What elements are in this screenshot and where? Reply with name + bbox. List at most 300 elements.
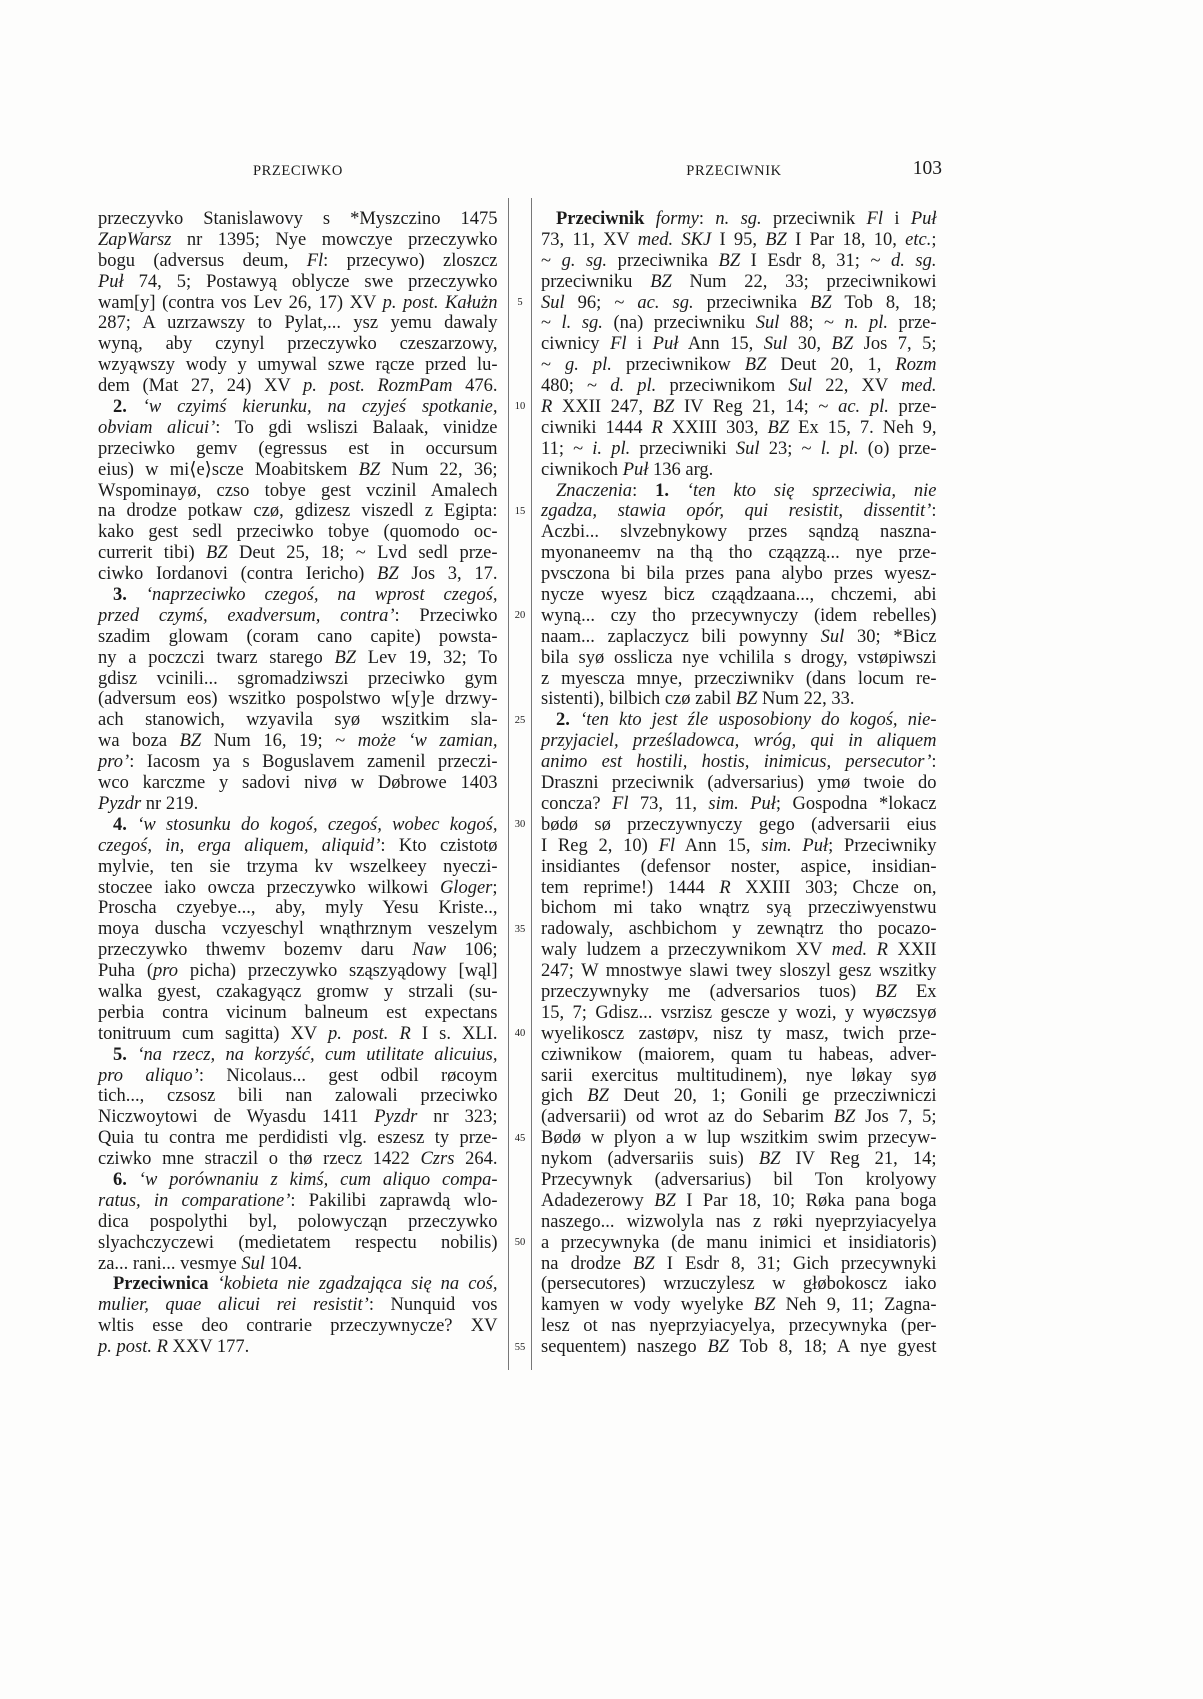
dictionary-line: [98, 397, 498, 418]
line-text: [98, 439, 498, 459]
roman-text: ~: [541, 313, 562, 334]
dictionary-line: [541, 293, 937, 314]
dictionary-line: [98, 794, 498, 815]
roman-text: I Esdr 8, 31; ~: [740, 250, 891, 271]
line-text: [113, 585, 498, 605]
dictionary-line: [98, 1170, 498, 1191]
roman-text: XXV 177.: [167, 1337, 250, 1358]
roman-text: wltis esse deo contrarie przeczywnycze? XV: [98, 1316, 498, 1337]
roman-text: ;: [931, 229, 937, 250]
line-text: [541, 543, 937, 563]
line-text: [541, 522, 937, 542]
roman-text: sistenti), bilbich czø zabil: [541, 689, 736, 710]
roman-text: 136 arg.: [648, 459, 714, 480]
roman-text: currerit tibi): [98, 543, 206, 564]
roman-text: (adversum eos) wszitko pospolstwo w[y]e drzwy-: [98, 689, 498, 710]
dictionary-line: [541, 439, 937, 460]
dictionary-line: [98, 1128, 498, 1149]
italic-text: BZ: [206, 543, 228, 564]
roman-text: przeciwniku: [541, 271, 651, 292]
dictionary-line: [541, 606, 937, 627]
italic-text: Gloger: [439, 877, 493, 898]
dictionary-line: [541, 1254, 937, 1275]
line-text: [98, 1295, 498, 1315]
italic-text: BZ: [735, 689, 758, 710]
right-column: [541, 209, 937, 1358]
line-number: 5: [517, 296, 523, 308]
italic-text: BZ: [753, 1295, 776, 1316]
dictionary-line: [98, 1295, 498, 1316]
italic-text: ‘ten kto jest źle usposobiony do kogoś, nie-: [580, 710, 937, 731]
line-text: [541, 689, 854, 709]
roman-text: Tob 8, 18;: [831, 292, 937, 313]
line-text: [541, 982, 937, 1002]
roman-text: Adadezerowy: [541, 1190, 655, 1211]
roman-text: insidiantes (defensor noster, aspice, insidian-: [541, 856, 937, 877]
line-text: [541, 1254, 937, 1274]
roman-text: Ex 15, 7. Neh 9,: [789, 417, 937, 438]
italic-text: R: [541, 397, 553, 418]
dictionary-line: [98, 1003, 498, 1024]
italic-text: Sul: [241, 1253, 265, 1274]
dictionary-line: [541, 230, 937, 251]
dictionary-line: [98, 898, 498, 919]
italic-text: BZ: [744, 355, 767, 376]
italic-text: BZ: [758, 1149, 781, 1170]
running-head-left: PRZECIWKO: [253, 163, 343, 179]
italic-text: czegoś, in, erga aliquem, aliquid’: [98, 835, 381, 856]
roman-text: ciwnikoch: [541, 459, 623, 480]
dictionary-line: [541, 919, 937, 940]
line-text: [98, 919, 498, 939]
roman-text: Puha (: [98, 961, 153, 982]
dictionary-line: [98, 1024, 498, 1045]
line-text: [541, 857, 937, 877]
italic-text: mulier, quae alicui rei resistit’: [98, 1295, 369, 1316]
roman-text: Ann 15,: [678, 334, 764, 355]
italic-text: BZ: [810, 292, 832, 313]
dictionary-line: [98, 481, 498, 502]
roman-text: Num 16, 19; ~: [201, 731, 358, 752]
line-number: 40: [514, 1028, 526, 1040]
dictionary-line: [98, 1254, 498, 1275]
roman-text: ny a poczczi twarz starego: [98, 647, 335, 668]
italic-text: sim. Puł: [761, 835, 829, 856]
line-number: 20: [514, 610, 526, 622]
dictionary-line: [98, 731, 498, 752]
roman-text: Num 22, 33; przeciwnikowi: [671, 271, 937, 292]
italic-text: Fl: [866, 209, 883, 229]
roman-text: : Nunquid vos: [368, 1295, 498, 1316]
italic-text: Puł: [622, 459, 649, 480]
line-text: [541, 1003, 937, 1023]
dictionary-line: [541, 710, 937, 731]
roman-text: concza?: [541, 793, 613, 814]
roman-text: kako gest sedl przeciwko tobye (quomodo oc-: [98, 522, 498, 543]
roman-text: przeciwnik: [761, 209, 867, 229]
italic-text: l. sg.: [561, 313, 603, 334]
italic-text: ‘w stosunku do kogoś, czegoś, wobec kogoś,: [137, 814, 498, 835]
roman-text: Aczbi... slvzebnykowy przes sąndzą naszna-: [541, 522, 937, 543]
roman-text: prze-: [888, 313, 937, 334]
line-text: [98, 898, 498, 918]
roman-text: tonitruum cum sagitta) XV: [98, 1023, 328, 1044]
roman-text: za... rani... vesmye: [98, 1253, 242, 1274]
dictionary-line: [98, 836, 498, 857]
line-text: [98, 773, 498, 793]
italic-text: med. SKJ: [637, 229, 712, 250]
line-text: [113, 397, 498, 417]
dictionary-line: [541, 898, 937, 919]
roman-text: :: [931, 501, 937, 522]
italic-text: BZ: [652, 397, 675, 418]
dictionary-line: [541, 878, 937, 899]
left-column: [98, 209, 498, 1358]
dictionary-line: [541, 564, 937, 585]
roman-text: 30; *Bicz: [844, 626, 937, 647]
line-text: [98, 1086, 498, 1106]
roman-text: : Kto czistotø: [380, 835, 498, 856]
dictionary-line: [541, 1128, 937, 1149]
dictionary-line: [541, 334, 937, 355]
line-text: [541, 752, 937, 772]
italic-text: n. sg.: [715, 209, 762, 229]
line-text: [556, 710, 937, 730]
roman-text: :: [698, 209, 716, 229]
line-text: [98, 1128, 498, 1148]
roman-text: przeciwnikow: [611, 355, 745, 376]
dictionary-line: [541, 1191, 937, 1212]
roman-text: 476.: [452, 376, 498, 397]
line-text: [113, 1045, 498, 1065]
italic-text: ‘kobieta nie zgadzająca się na coś,: [217, 1274, 498, 1295]
line-text: [541, 313, 937, 333]
dictionary-line: [541, 481, 937, 502]
roman-text: tich..., czsosz bili nan zalowali przeciwko: [98, 1086, 498, 1107]
dictionary-line: [541, 940, 937, 961]
dictionary-line: [98, 272, 498, 293]
italic-text: BZ: [767, 417, 790, 438]
dictionary-line: [541, 815, 937, 836]
roman-text: XXIII 303,: [662, 417, 768, 438]
roman-text: : Pakilibi zaprawdą wlo-: [290, 1190, 498, 1211]
roman-text: 73, 11, XV: [541, 229, 638, 250]
line-text: [98, 1316, 498, 1336]
line-text: [98, 522, 498, 542]
line-text: [541, 293, 936, 313]
roman-text: walka gyest, czakagyącz gromw y strzali (su-: [98, 981, 498, 1002]
italic-text: Sul: [755, 313, 780, 334]
roman-text: waly ludzem a przeczywnikom XV: [541, 940, 832, 961]
dictionary-line: [541, 1003, 937, 1024]
line-text: [98, 689, 498, 709]
roman-text: eius) w mi⟨e⟩scze Moabitskem: [98, 459, 359, 480]
italic-text: l. pl.: [820, 438, 859, 459]
italic-text: Sul: [788, 376, 813, 397]
italic-text: ZapWarsz: [98, 229, 172, 250]
dictionary-line: [98, 940, 498, 961]
dictionary-line: [541, 689, 937, 710]
roman-text: 264.: [454, 1149, 498, 1170]
line-text: [541, 773, 937, 793]
dictionary-line: [98, 919, 498, 940]
dictionary-line: [541, 355, 937, 376]
italic-text: Znaczenia: [556, 480, 633, 501]
roman-text: wyelikoscz zastøpv, nisz ty masz, twich prze-: [541, 1023, 937, 1044]
dictionary-line: [98, 585, 498, 606]
line-text: [98, 794, 198, 814]
roman-text: przeczywnyky me (adversarios tuos): [541, 981, 876, 1002]
dictionary-line: [541, 773, 937, 794]
roman-text: Jos 7, 5;: [855, 1107, 937, 1128]
roman-text: 247; W mnostwye slawi twey sloszyl gesz wszitky: [541, 961, 937, 982]
dictionary-line: [98, 251, 498, 272]
line-text: [541, 606, 937, 626]
italic-text: ratus, in comparatione’: [98, 1190, 291, 1211]
dictionary-line: [98, 439, 498, 460]
line-text: [98, 627, 498, 647]
italic-text: zgadza, stawia opór, qui resistit, dissentit’: [541, 501, 932, 522]
dictionary-line: [541, 1233, 937, 1254]
roman-text: I 95,: [711, 229, 766, 250]
dictionary-line: [541, 1107, 937, 1128]
dictionary-line: [541, 1316, 937, 1337]
dictionary-line: [98, 857, 498, 878]
dictionary-line: [541, 794, 937, 815]
line-text: [541, 627, 937, 647]
roman-text: gdisz vcinili... sgromadziwszi przeciwko gym: [98, 668, 498, 689]
italic-text: animo est hostili, hostis, inimicus, persecutor’: [541, 752, 932, 773]
dictionary-line: [98, 982, 498, 1003]
line-text: [98, 1212, 498, 1232]
italic-text: BZ: [765, 229, 787, 250]
italic-text: BZ: [334, 647, 357, 668]
line-text: [541, 501, 937, 521]
line-text: [541, 1295, 937, 1315]
italic-text: Fl: [306, 250, 324, 271]
roman-text: ciwnicy: [541, 334, 611, 355]
roman-text: Jos 7, 5;: [853, 334, 937, 355]
roman-text: wyną... czy tho przecywnyczy (idem rebelles): [541, 605, 937, 626]
roman-text: 30,: [787, 334, 832, 355]
line-text: [113, 815, 498, 835]
line-text: [541, 460, 713, 480]
line-text: [541, 1149, 937, 1169]
italic-text: BZ: [707, 1337, 730, 1358]
italic-text: formy: [655, 209, 699, 229]
dictionary-line: [541, 1337, 937, 1358]
roman-text: mylvie, ten sie trzyma kv wszelkeey nyeczi-: [98, 856, 498, 877]
dictionary-line: [541, 1066, 937, 1087]
roman-text: ; Gospodna *lokacz: [775, 793, 937, 814]
roman-text: Quia tu contra me perdidisti vlg. eszesz ty prze-: [98, 1128, 498, 1149]
dictionary-line: [98, 648, 498, 669]
line-text: [98, 334, 498, 354]
line-text: [541, 648, 937, 668]
roman-text: : Iacosm ya s Boguslavem zamenil przeczi-: [129, 752, 498, 773]
italic-text: BZ: [587, 1086, 609, 1107]
roman-text: perbia contra vicinum balneum est expectans: [98, 1002, 498, 1023]
roman-text: I Par 18, 10; Røka pana boga: [675, 1190, 937, 1211]
roman-text: bichom mi tako wnątrz syą przecziwyenstwu: [541, 898, 937, 919]
line-text: [541, 1191, 937, 1211]
roman-text: Ex: [896, 981, 937, 1002]
roman-text: na drodze: [541, 1253, 634, 1274]
line-text: [98, 648, 498, 668]
italic-text: Pyzdr: [374, 1107, 418, 1128]
italic-text: Sul: [763, 334, 788, 355]
dictionary-line: [98, 334, 498, 355]
roman-text: slyachczyczewi (medietatem respectu nobilis): [98, 1232, 498, 1253]
roman-text: Deut 25, 18; ~ Lvd sedl prze-: [227, 543, 498, 564]
roman-text: stoczee iako owcza przeczywko wilkowi: [98, 877, 440, 898]
dictionary-line: [541, 1086, 937, 1107]
italic-text: ‘ten kto się sprzeciwia, nie: [686, 480, 937, 501]
line-text: [113, 1170, 498, 1190]
line-text: [541, 439, 937, 459]
roman-text: naam... zaplaczycz bili powynny: [541, 626, 821, 647]
dictionary-line: [98, 1337, 498, 1358]
roman-text: Num 22, 36;: [380, 459, 498, 480]
line-text: [541, 564, 937, 584]
roman-text: Przecywnyk (adversarius) bil Ton krolyowy: [541, 1169, 937, 1190]
line-text: [98, 1233, 498, 1253]
dictionary-line: [98, 418, 498, 439]
line-text: [556, 481, 937, 501]
italic-text: Sul: [541, 292, 565, 313]
italic-text: obviam alicui’: [98, 417, 216, 438]
dictionary-line: [98, 689, 498, 710]
dictionary-line: [98, 710, 498, 731]
roman-text: wa boza: [98, 731, 180, 752]
line-text: [98, 752, 498, 772]
roman-text: Wspominayø, czso tobye gest vczinil Amalech: [98, 480, 498, 501]
dictionary-line: [541, 1149, 937, 1170]
bold-text: 3.: [113, 585, 146, 606]
italic-text: ac. pl.: [838, 397, 889, 418]
roman-text: bila syø osslicza nye vchilila s drogy, vstøpiwszi: [541, 647, 937, 668]
dictionary-line: [98, 501, 498, 522]
dictionary-line: [98, 293, 498, 314]
italic-text: BZ: [650, 271, 672, 292]
roman-text: ~: [541, 355, 566, 376]
italic-text: pro: [152, 961, 178, 982]
line-text: [98, 460, 498, 480]
roman-text: I Reg 2, 10): [541, 835, 659, 856]
line-number: 15: [514, 505, 526, 517]
line-number: 35: [514, 923, 526, 935]
line-text: [541, 230, 937, 250]
line-text: [541, 585, 937, 605]
line-text: [541, 376, 937, 396]
italic-text: BZ: [633, 1253, 655, 1274]
roman-text: XXII: [887, 940, 937, 961]
column-rule-right: [531, 198, 532, 1370]
line-text: [98, 1066, 498, 1086]
roman-text: 104.: [264, 1253, 302, 1274]
italic-text: przyjaciel, prześladowca, wróg, qui in aliquem: [541, 731, 937, 752]
roman-text: Proscha czyebye..., aby, myly Yesu Kriste..,: [98, 898, 498, 919]
italic-text: Rozm: [895, 355, 937, 376]
roman-text: ; Przeciwniky: [828, 835, 937, 856]
italic-text: BZ: [875, 981, 897, 1002]
roman-text: cziwko mne straczil o thø rzecz 1422: [98, 1149, 421, 1170]
dictionary-line: [541, 648, 937, 669]
dictionary-line: [98, 376, 498, 397]
line-text: [541, 355, 937, 375]
roman-text: picha) przeczywko sząszyądowy [wąl]: [178, 961, 498, 982]
line-text: [541, 794, 937, 814]
roman-text: :: [931, 752, 937, 773]
line-text: [541, 1128, 937, 1148]
roman-text: nr 219.: [141, 793, 199, 814]
dictionary-line: [98, 1066, 498, 1087]
italic-text: d. pl.: [610, 376, 657, 397]
italic-text: pro aliquo’: [98, 1065, 199, 1086]
italic-text: ‘w czyimś kierunku, na czyjeś spotkanie,: [142, 397, 498, 418]
italic-text: BZ: [831, 334, 854, 355]
roman-text: naszego... wizwolyla nas z røki nyeprzyiacyelya: [541, 1211, 937, 1232]
line-number: 45: [514, 1132, 526, 1144]
italic-text: pro’: [98, 752, 130, 773]
roman-text: przeczywko thwemv bozemv daru: [98, 940, 413, 961]
roman-text: : Nicolaus... gest odbil røcoym: [198, 1065, 498, 1086]
roman-text: kamyen w vody wyelyke: [541, 1295, 754, 1316]
bold-text: 2.: [113, 397, 143, 418]
roman-text: bogu (adversus deum,: [98, 250, 307, 271]
roman-text: [644, 209, 655, 229]
roman-text: I Esdr 8, 31; Gich przecywnyki: [654, 1253, 937, 1274]
roman-text: szadim glowam (coram cano capite) powsta-: [98, 626, 498, 647]
roman-text: moya duscha vczyeschyl wnąthrznym veszelym: [98, 919, 498, 940]
line-text: [541, 251, 937, 271]
italic-text: Puł: [652, 334, 679, 355]
roman-text: Neh 9, 11; Zagna-: [775, 1295, 937, 1316]
dictionary-line: [98, 313, 498, 334]
italic-text: Puł: [910, 209, 937, 229]
roman-text: I Par 18, 10,: [786, 229, 906, 250]
line-number: 55: [514, 1341, 526, 1353]
roman-text: ~: [541, 250, 562, 271]
italic-text: g. pl.: [565, 355, 612, 376]
dictionary-line: [98, 460, 498, 481]
dictionary-line: [541, 1170, 937, 1191]
line-text: [541, 878, 937, 898]
line-text: [98, 606, 498, 626]
line-text: [98, 710, 498, 730]
line-text: [98, 836, 498, 856]
dictionary-line: [98, 355, 498, 376]
roman-text: a przecywnyka (de manu inimici et insidiatoris): [541, 1232, 937, 1253]
roman-text: Niczwoytowi de Wyasdu 1411: [98, 1107, 375, 1128]
roman-text: (o) prze-: [858, 438, 937, 459]
line-text: [98, 564, 498, 584]
dictionary-line: [541, 752, 937, 773]
line-text: [98, 669, 498, 689]
line-text: [98, 293, 497, 313]
roman-text: ciwniki 1444: [541, 417, 652, 438]
line-text: [98, 209, 498, 229]
line-text: [98, 1024, 498, 1044]
italic-text: etc.: [905, 229, 932, 250]
roman-text: Draszni przeciwnik (adversarius) ymø twoie do: [541, 773, 937, 794]
roman-text: ciwko Iordanovi (contra Iericho): [98, 564, 378, 585]
italic-text: Naw: [412, 940, 447, 961]
line-text: [541, 940, 937, 960]
bold-text: 2.: [556, 710, 581, 731]
roman-text: cziwnikow (maiorem, quam tu habeas, adver-: [541, 1044, 937, 1065]
dictionary-line: [98, 815, 498, 836]
